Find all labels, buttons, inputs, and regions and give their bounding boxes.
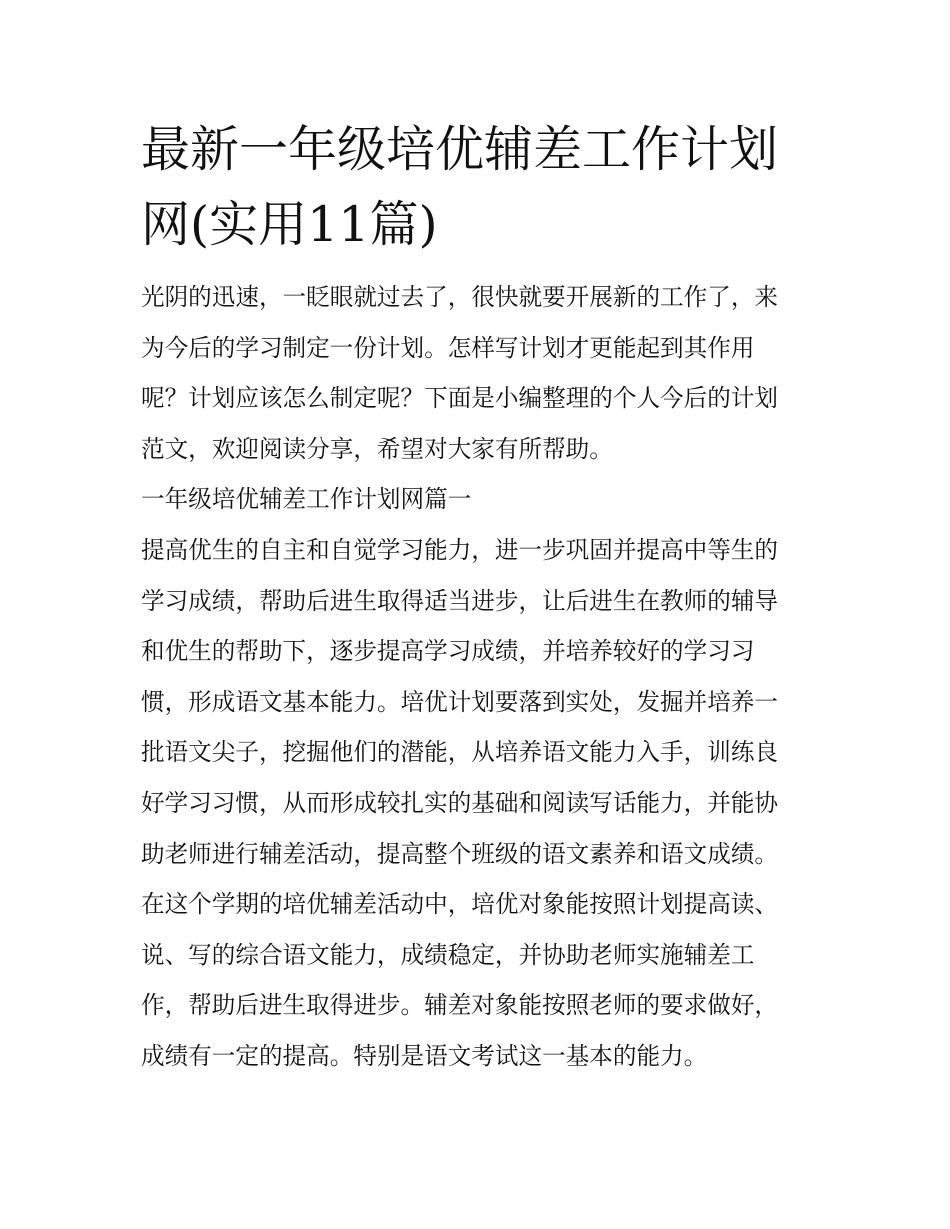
text-line: 为今后的学习制定一份计划。怎样写计划才更能起到其作用 [141, 333, 755, 362]
section-heading-text: 一年级培优辅差工作计划网篇一 [141, 485, 472, 514]
text-line: 呢？计划应该怎么制定呢？下面是小编整理的个人今后的计划 [141, 384, 779, 413]
text-line: 光阴的迅速，一眨眼就过去了，很快就要开展新的工作了，来 [141, 283, 779, 311]
title-line: 最新一年级培优辅差工作计划 [141, 121, 779, 178]
title-line: 网(实用11篇) [141, 196, 438, 253]
text-line: 提高优生的自主和自觉学习能力，进一步巩固并提高中等生的 [141, 535, 779, 564]
text-line: 学习成绩，帮助后进生取得适当进步，让后进生在教师的辅导 [141, 586, 779, 615]
section-heading [141, 474, 813, 525]
document-page [141, 112, 813, 1082]
intro-paragraph [141, 272, 813, 474]
text-line: 惯，形成语文基本能力。培优计划要落到实处，发掘并培养一 [141, 687, 779, 716]
text-line: 在这个学期的培优辅差活动中，培优对象能按照计划提高读、 [141, 890, 779, 919]
text-line: 和优生的帮助下，逐步提高学习成绩，并培养较好的学习习 [141, 637, 755, 666]
text-line: 范文，欢迎阅读分享，希望对大家有所帮助。 [141, 434, 613, 463]
text-line: 作，帮助后进生取得进步。辅差对象能按照老师的要求做好， [141, 991, 779, 1020]
text-line: 说、写的综合语文能力，成绩稳定，并协助老师实施辅差工 [141, 940, 755, 969]
section-paragraph [141, 525, 813, 1082]
text-line: 批语文尖子，挖掘他们的潜能，从培养语文能力入手，训练良 [141, 738, 779, 767]
document-body [141, 272, 813, 1082]
text-line: 好学习习惯，从而形成较扎实的基础和阅读写话能力，并能协 [141, 788, 779, 817]
text-line: 成绩有一定的提高。特别是语文考试这一基本的能力。 [141, 1041, 708, 1070]
document-title [141, 112, 813, 262]
text-line: 助老师进行辅差活动，提高整个班级的语文素养和语文成绩。 [141, 839, 779, 868]
